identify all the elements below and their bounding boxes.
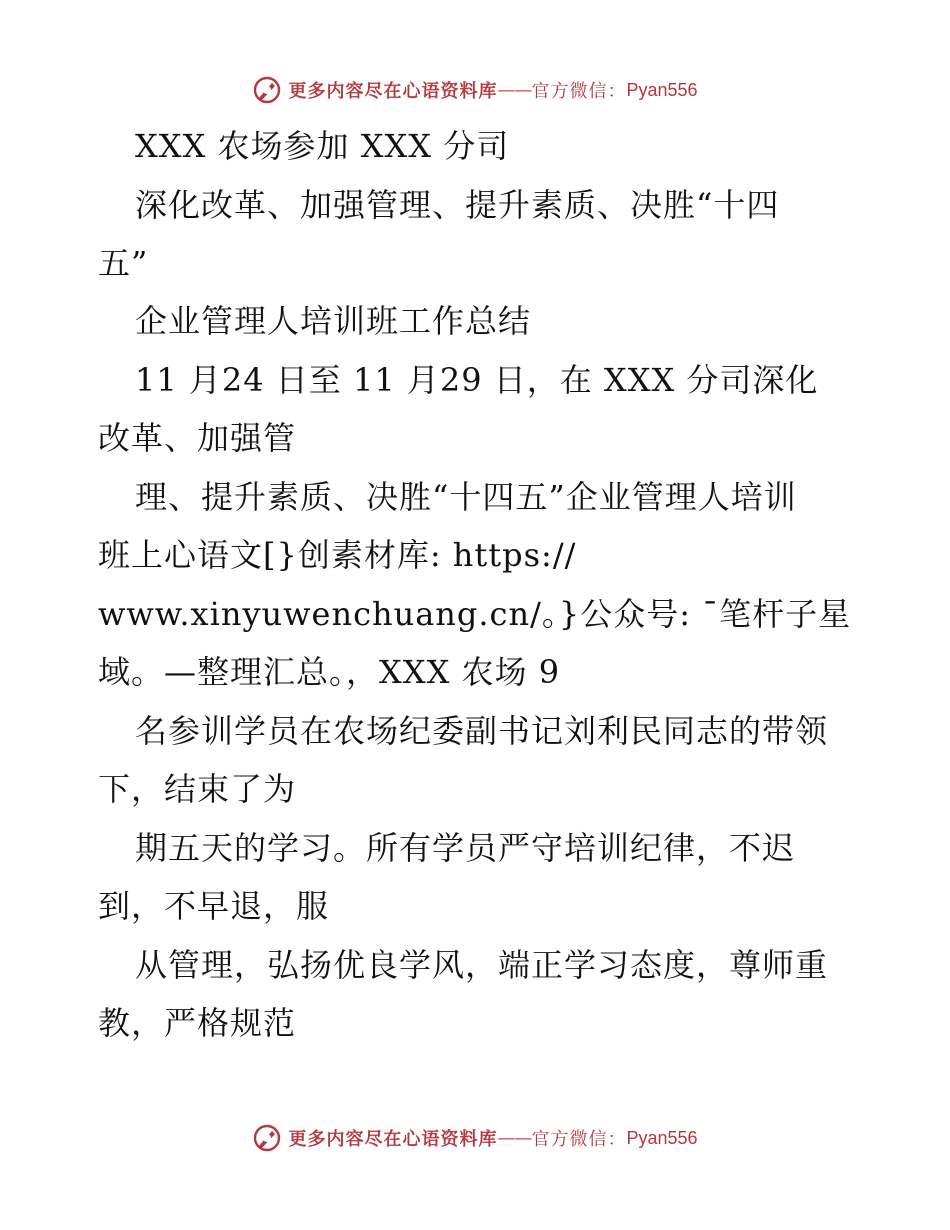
- doc-line: 理、提升素质、决胜“十四五”企业管理人培训: [135, 478, 797, 516]
- banner-main-text: 更多内容尽在心语资料库: [288, 81, 498, 102]
- doc-line: 教，严格规范: [98, 1004, 297, 1042]
- doc-line: 企业管理人培训班工作总结: [135, 302, 532, 340]
- doc-line: 下，结束了为: [98, 770, 297, 808]
- doc-line: 五”: [98, 244, 149, 282]
- doc-line: 名参训学员在农场纪委副书记刘利民同志的带领: [135, 712, 829, 750]
- doc-line: 改革、加强管: [98, 419, 297, 457]
- pen-logo-icon: [252, 1123, 282, 1153]
- doc-line: 到，不早退，服: [98, 887, 330, 925]
- doc-line: 域。—整理汇总。，XXX 农场 9: [98, 653, 561, 691]
- footer-banner: [0, 1118, 950, 1158]
- banner-wechat-label: 官方微信：: [531, 1129, 627, 1150]
- doc-line: 深化改革、加强管理、提升素质、决胜“十四: [135, 186, 780, 224]
- doc-line: 期五天的学习。所有学员严守培训纪律，不迟: [135, 829, 796, 867]
- doc-line: www.xinyuwenchuang.cn/。}公众号: ¯笔杆子星: [98, 595, 852, 633]
- banner-wechat-id: Pyan556: [626, 1127, 698, 1148]
- doc-line: 班上心语文[}创素材库: https://: [98, 536, 577, 574]
- doc-line: XXX 农场参加 XXX 分司: [135, 127, 510, 165]
- doc-line: 11 月24 日至 11 月29 日，在 XXX 分司深化: [135, 361, 819, 399]
- banner-main-text: 更多内容尽在心语资料库: [288, 1129, 498, 1150]
- banner-dash: ——: [497, 79, 532, 101]
- banner-wechat-label: 官方微信：: [531, 81, 627, 102]
- banner-wechat-id: Pyan556: [626, 79, 698, 100]
- banner-dash: ——: [497, 1127, 532, 1149]
- doc-line: 从管理，弘扬优良学风，端正学习态度，尊师重: [135, 946, 829, 984]
